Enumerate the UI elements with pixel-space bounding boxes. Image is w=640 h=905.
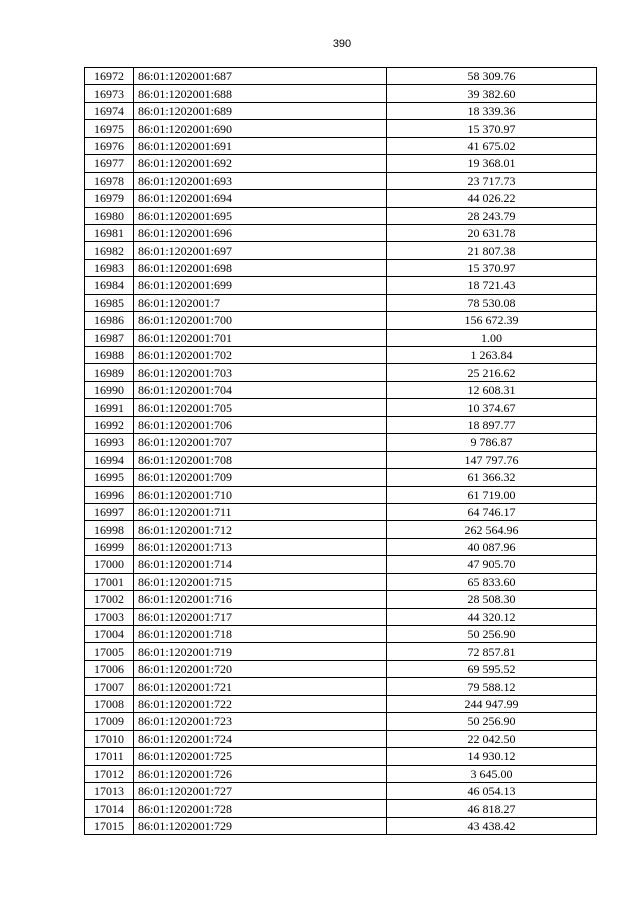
- value-cell: 44 026.22: [387, 190, 597, 207]
- table-row: [85, 591, 597, 608]
- table-row: [85, 434, 597, 451]
- row-number-cell: 16986: [85, 312, 134, 329]
- value-cell: 69 595.52: [387, 660, 597, 677]
- table-row: [85, 800, 597, 817]
- value-cell: 44 320.12: [387, 608, 597, 625]
- value-cell: 72 857.81: [387, 643, 597, 660]
- cadastral-number-cell: 86:01:1202001:719: [134, 643, 387, 660]
- cadastral-number-cell: 86:01:1202001:700: [134, 312, 387, 329]
- row-number-cell: 17005: [85, 643, 134, 660]
- row-number-cell: 17003: [85, 608, 134, 625]
- row-number-cell: 16990: [85, 381, 134, 398]
- table-row: [85, 451, 597, 468]
- value-cell: 15 370.97: [387, 120, 597, 137]
- row-number-cell: 16980: [85, 207, 134, 224]
- cadastral-number-cell: 86:01:1202001:687: [134, 68, 387, 85]
- table-row: [85, 608, 597, 625]
- row-number-cell: 16996: [85, 486, 134, 503]
- table-row: [85, 190, 597, 207]
- value-cell: 1 263.84: [387, 347, 597, 364]
- row-number-cell: 17006: [85, 660, 134, 677]
- page-number: 390: [332, 38, 352, 50]
- table-row: [85, 102, 597, 119]
- cadastral-number-cell: 86:01:1202001:714: [134, 556, 387, 573]
- table-row: [85, 730, 597, 747]
- value-cell: 39 382.60: [387, 85, 597, 102]
- table-row: [85, 277, 597, 294]
- cadastral-number-cell: 86:01:1202001:691: [134, 137, 387, 154]
- cadastral-number-cell: 86:01:1202001:688: [134, 85, 387, 102]
- table-row: [85, 224, 597, 241]
- row-number-cell: 17009: [85, 713, 134, 730]
- table-row: [85, 85, 597, 102]
- row-number-cell: 17011: [85, 748, 134, 765]
- cadastral-number-cell: 86:01:1202001:728: [134, 800, 387, 817]
- cadastral-number-cell: 86:01:1202001:726: [134, 765, 387, 782]
- row-number-cell: 16981: [85, 224, 134, 241]
- table-row: [85, 347, 597, 364]
- cadastral-number-cell: 86:01:1202001:715: [134, 573, 387, 590]
- cadastral-number-cell: 86:01:1202001:713: [134, 538, 387, 555]
- cadastral-number-cell: 86:01:1202001:697: [134, 242, 387, 259]
- cadastral-number-cell: 86:01:1202001:692: [134, 155, 387, 172]
- table-row: [85, 399, 597, 416]
- row-number-cell: 17012: [85, 765, 134, 782]
- row-number-cell: 17001: [85, 573, 134, 590]
- table-row: [85, 660, 597, 677]
- table-row: [85, 556, 597, 573]
- value-cell: 9 786.87: [387, 434, 597, 451]
- value-cell: 47 905.70: [387, 556, 597, 573]
- row-number-cell: 16989: [85, 364, 134, 381]
- value-cell: 22 042.50: [387, 730, 597, 747]
- cadastral-number-cell: 86:01:1202001:699: [134, 277, 387, 294]
- row-number-cell: 17014: [85, 800, 134, 817]
- value-cell: 40 087.96: [387, 538, 597, 555]
- table-row: [85, 469, 597, 486]
- value-cell: 28 508.30: [387, 591, 597, 608]
- cadastral-number-cell: 86:01:1202001:722: [134, 695, 387, 712]
- value-cell: 3 645.00: [387, 765, 597, 782]
- row-number-cell: 17013: [85, 782, 134, 799]
- value-cell: 65 833.60: [387, 573, 597, 590]
- cadastral-number-cell: 86:01:1202001:707: [134, 434, 387, 451]
- cadastral-number-cell: 86:01:1202001:705: [134, 399, 387, 416]
- value-cell: 43 438.42: [387, 817, 597, 834]
- value-cell: 19 368.01: [387, 155, 597, 172]
- value-cell: 18 339.36: [387, 102, 597, 119]
- value-cell: 79 588.12: [387, 678, 597, 695]
- cadastral-number-cell: 86:01:1202001:695: [134, 207, 387, 224]
- table-row: [85, 503, 597, 520]
- cadastral-number-cell: 86:01:1202001:7: [134, 294, 387, 311]
- table-row: [85, 782, 597, 799]
- cadastral-number-cell: 86:01:1202001:690: [134, 120, 387, 137]
- value-cell: 46 054.13: [387, 782, 597, 799]
- cadastral-number-cell: 86:01:1202001:718: [134, 626, 387, 643]
- row-number-cell: 16982: [85, 242, 134, 259]
- row-number-cell: 16975: [85, 120, 134, 137]
- table-row: [85, 137, 597, 154]
- table-row: [85, 416, 597, 433]
- table-row: [85, 364, 597, 381]
- table-row: [85, 172, 597, 189]
- value-cell: 61 366.32: [387, 469, 597, 486]
- cadastral-number-cell: 86:01:1202001:711: [134, 503, 387, 520]
- row-number-cell: 17010: [85, 730, 134, 747]
- cadastral-number-cell: 86:01:1202001:693: [134, 172, 387, 189]
- cadastral-number-cell: 86:01:1202001:712: [134, 521, 387, 538]
- row-number-cell: 16984: [85, 277, 134, 294]
- cadastral-number-cell: 86:01:1202001:696: [134, 224, 387, 241]
- row-number-cell: 17015: [85, 817, 134, 834]
- cadastral-number-cell: 86:01:1202001:704: [134, 381, 387, 398]
- cadastral-number-cell: 86:01:1202001:702: [134, 347, 387, 364]
- table-row: [85, 521, 597, 538]
- table-row: [85, 68, 597, 85]
- cadastral-number-cell: 86:01:1202001:723: [134, 713, 387, 730]
- row-number-cell: 16983: [85, 259, 134, 276]
- value-cell: 23 717.73: [387, 172, 597, 189]
- value-cell: 21 807.38: [387, 242, 597, 259]
- table-row: [85, 765, 597, 782]
- cadastral-value-table: [84, 67, 597, 835]
- row-number-cell: 16993: [85, 434, 134, 451]
- cadastral-number-cell: 86:01:1202001:725: [134, 748, 387, 765]
- value-cell: 1.00: [387, 329, 597, 346]
- table-row: [85, 207, 597, 224]
- table-row: [85, 573, 597, 590]
- cadastral-number-cell: 86:01:1202001:708: [134, 451, 387, 468]
- table-row: [85, 329, 597, 346]
- row-number-cell: 16974: [85, 102, 134, 119]
- row-number-cell: 16992: [85, 416, 134, 433]
- cadastral-number-cell: 86:01:1202001:710: [134, 486, 387, 503]
- row-number-cell: 16995: [85, 469, 134, 486]
- value-cell: 58 309.76: [387, 68, 597, 85]
- cadastral-number-cell: 86:01:1202001:716: [134, 591, 387, 608]
- table-row: [85, 626, 597, 643]
- row-number-cell: 16997: [85, 503, 134, 520]
- row-number-cell: 16972: [85, 68, 134, 85]
- row-number-cell: 16987: [85, 329, 134, 346]
- row-number-cell: 17004: [85, 626, 134, 643]
- cadastral-number-cell: 86:01:1202001:721: [134, 678, 387, 695]
- cadastral-number-cell: 86:01:1202001:694: [134, 190, 387, 207]
- value-cell: 14 930.12: [387, 748, 597, 765]
- value-cell: 18 897.77: [387, 416, 597, 433]
- row-number-cell: 17007: [85, 678, 134, 695]
- table-row: [85, 713, 597, 730]
- table-row: [85, 242, 597, 259]
- value-cell: 46 818.27: [387, 800, 597, 817]
- row-number-cell: 17008: [85, 695, 134, 712]
- row-number-cell: 17000: [85, 556, 134, 573]
- cadastral-number-cell: 86:01:1202001:724: [134, 730, 387, 747]
- table-row: [85, 643, 597, 660]
- value-cell: 244 947.99: [387, 695, 597, 712]
- row-number-cell: 16977: [85, 155, 134, 172]
- row-number-cell: 16976: [85, 137, 134, 154]
- table-row: [85, 155, 597, 172]
- row-number-cell: 16999: [85, 538, 134, 555]
- table-row: [85, 381, 597, 398]
- row-number-cell: 16985: [85, 294, 134, 311]
- value-cell: 10 374.67: [387, 399, 597, 416]
- table-row: [85, 678, 597, 695]
- cadastral-number-cell: 86:01:1202001:709: [134, 469, 387, 486]
- value-cell: 28 243.79: [387, 207, 597, 224]
- value-cell: 41 675.02: [387, 137, 597, 154]
- table-row: [85, 695, 597, 712]
- value-cell: 64 746.17: [387, 503, 597, 520]
- table-row: [85, 120, 597, 137]
- table-row: [85, 486, 597, 503]
- row-number-cell: 16991: [85, 399, 134, 416]
- row-number-cell: 16988: [85, 347, 134, 364]
- value-cell: 50 256.90: [387, 713, 597, 730]
- cadastral-number-cell: 86:01:1202001:698: [134, 259, 387, 276]
- row-number-cell: 16994: [85, 451, 134, 468]
- row-number-cell: 16979: [85, 190, 134, 207]
- row-number-cell: 16973: [85, 85, 134, 102]
- value-cell: 25 216.62: [387, 364, 597, 381]
- value-cell: 262 564.96: [387, 521, 597, 538]
- table-row: [85, 748, 597, 765]
- value-cell: 156 672.39: [387, 312, 597, 329]
- value-cell: 50 256.90: [387, 626, 597, 643]
- value-cell: 78 530.08: [387, 294, 597, 311]
- row-number-cell: 16998: [85, 521, 134, 538]
- value-cell: 12 608.31: [387, 381, 597, 398]
- table-row: [85, 294, 597, 311]
- value-cell: 61 719.00: [387, 486, 597, 503]
- value-cell: 20 631.78: [387, 224, 597, 241]
- cadastral-number-cell: 86:01:1202001:701: [134, 329, 387, 346]
- table-row: [85, 312, 597, 329]
- cadastral-number-cell: 86:01:1202001:729: [134, 817, 387, 834]
- cadastral-number-cell: 86:01:1202001:703: [134, 364, 387, 381]
- value-cell: 147 797.76: [387, 451, 597, 468]
- cadastral-number-cell: 86:01:1202001:727: [134, 782, 387, 799]
- value-cell: 15 370.97: [387, 259, 597, 276]
- cadastral-number-cell: 86:01:1202001:717: [134, 608, 387, 625]
- table-row: [85, 817, 597, 834]
- value-cell: 18 721.43: [387, 277, 597, 294]
- table-row: [85, 259, 597, 276]
- table-row: [85, 538, 597, 555]
- cadastral-number-cell: 86:01:1202001:689: [134, 102, 387, 119]
- row-number-cell: 17002: [85, 591, 134, 608]
- row-number-cell: 16978: [85, 172, 134, 189]
- table-body: [85, 68, 597, 835]
- cadastral-number-cell: 86:01:1202001:706: [134, 416, 387, 433]
- cadastral-number-cell: 86:01:1202001:720: [134, 660, 387, 677]
